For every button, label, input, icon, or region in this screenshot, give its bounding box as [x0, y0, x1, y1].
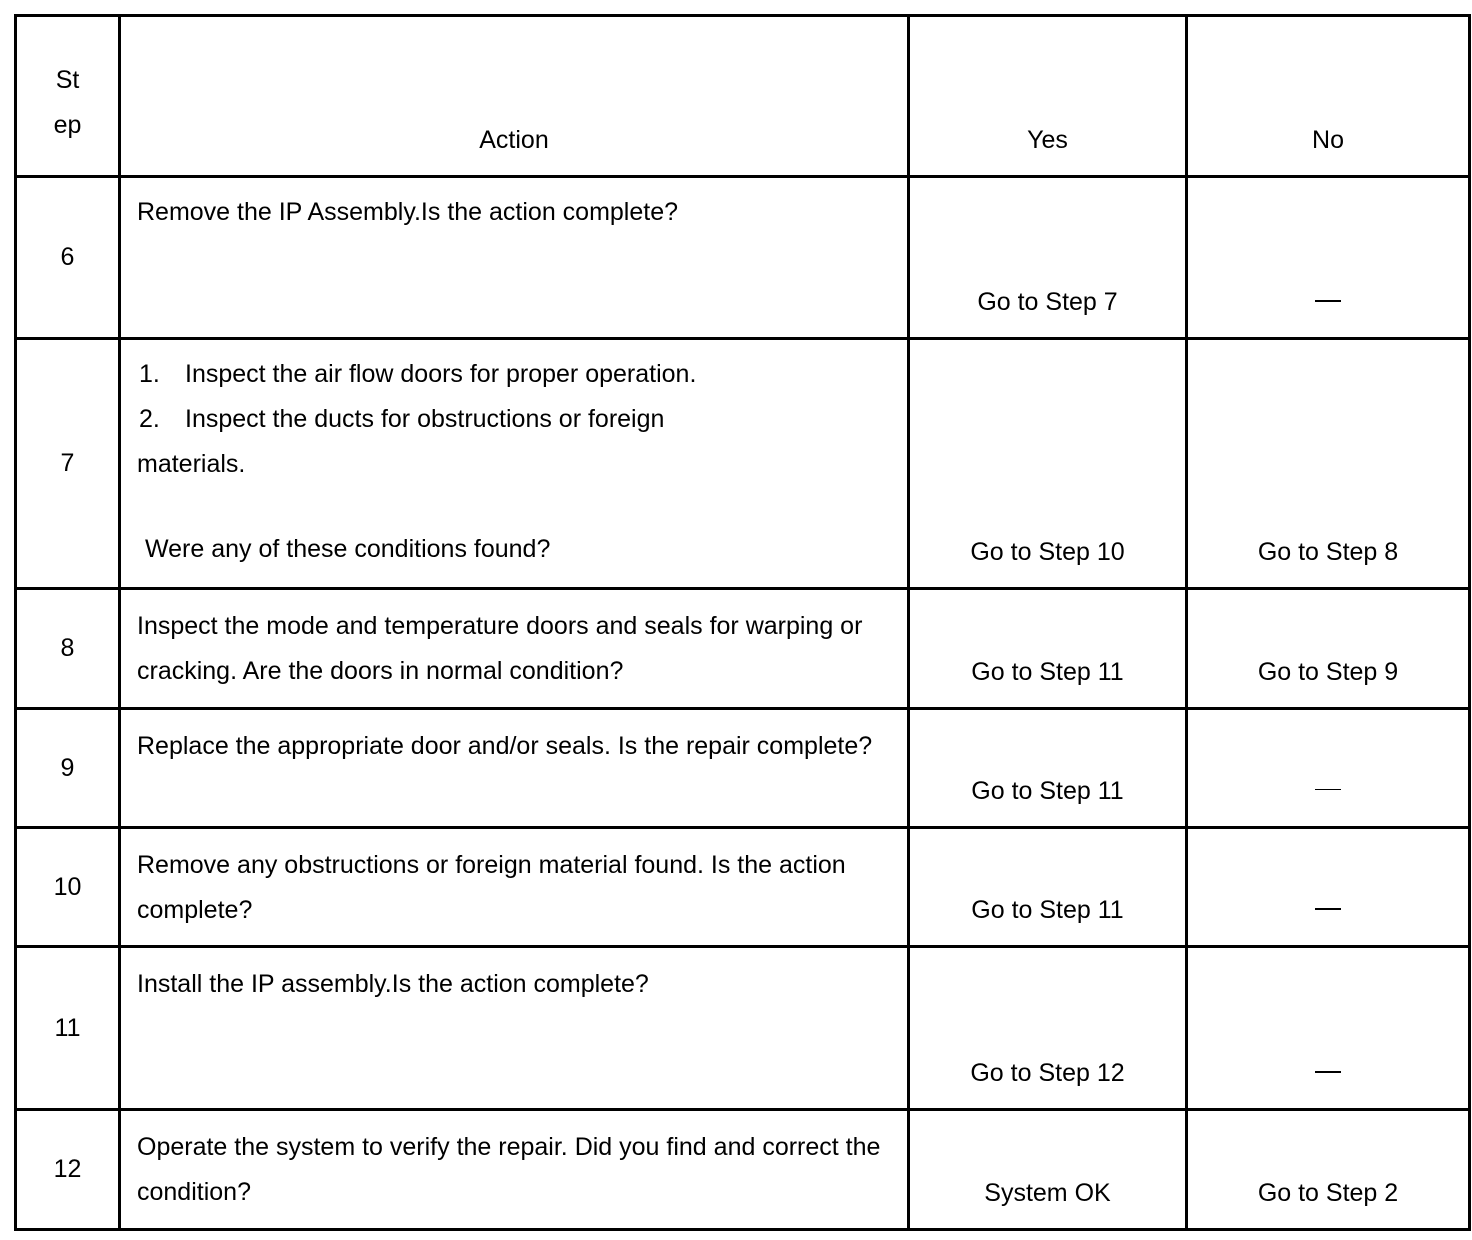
no-result — [1187, 589, 1470, 709]
action-description: Remove the IP Assembly.Is the action complete? — [137, 198, 679, 226]
action-text — [120, 828, 909, 947]
action-description: Replace the appropriate door and/or seals. Is the repair complete? — [137, 732, 873, 760]
step-header-line2: ep — [53, 111, 82, 139]
yes-header-label: Yes — [1027, 126, 1068, 154]
no-result — [1187, 339, 1470, 589]
action-description: Operate the system to verify the repair. Did you find and correct the condition? — [137, 1133, 881, 1206]
table-header-row — [16, 16, 1470, 177]
yes-result — [909, 589, 1187, 709]
no-result-dash — [1188, 280, 1468, 337]
no-result-text: Go to Step 9 — [1257, 658, 1399, 686]
step-number: 11 — [16, 947, 120, 1110]
step-column-header — [16, 16, 120, 177]
action-text — [120, 709, 909, 828]
step-number: 12 — [16, 1110, 120, 1230]
no-result-text: Go to Step 8 — [1257, 538, 1399, 566]
action-text — [120, 589, 909, 709]
yes-result-text: System OK — [984, 1179, 1111, 1207]
no-result — [1187, 709, 1470, 828]
no-result — [1187, 177, 1470, 339]
yes-result-text: Go to Step 11 — [971, 658, 1124, 686]
yes-result-text: Go to Step 10 — [970, 538, 1125, 566]
action-column-header — [120, 16, 909, 177]
step-number: 10 — [16, 828, 120, 947]
list-item — [137, 397, 737, 487]
list-item — [137, 352, 907, 397]
action-header-label: Action — [479, 126, 549, 154]
yes-result-text: Go to Step 11 — [971, 896, 1124, 924]
no-header-label: No — [1312, 126, 1344, 154]
action-description: Inspect the mode and temperature doors and seals for warping or cracking. Are the doors in normal condition? — [137, 612, 863, 685]
yes-column-header — [909, 16, 1187, 177]
yes-result — [909, 947, 1187, 1110]
list-number: 1. — [139, 360, 160, 388]
diagnostic-table — [14, 14, 1471, 1231]
table-row — [16, 177, 1470, 339]
table-row — [16, 709, 1470, 828]
action-description: Install the IP assembly.Is the action complete? — [137, 970, 649, 998]
yes-result — [909, 339, 1187, 589]
action-question: Were any of these conditions found? — [145, 535, 551, 563]
no-result — [1187, 1110, 1470, 1230]
no-result — [1187, 828, 1470, 947]
no-result-dash — [1188, 769, 1468, 826]
yes-result — [909, 709, 1187, 828]
yes-result — [909, 828, 1187, 947]
table-row — [16, 828, 1470, 947]
no-result-dash — [1188, 1051, 1468, 1108]
table-row — [16, 589, 1470, 709]
table-row — [16, 339, 1470, 589]
no-result-dash — [1188, 888, 1468, 945]
action-list — [137, 340, 907, 572]
action-text — [120, 1110, 909, 1230]
step-number: 6 — [16, 177, 120, 339]
yes-result-text: Go to Step 7 — [977, 288, 1118, 316]
action-text — [120, 947, 909, 1110]
step-header-line1: St — [55, 66, 80, 94]
action-text — [120, 339, 909, 589]
yes-result-text: Go to Step 12 — [970, 1059, 1125, 1087]
table-row — [16, 1110, 1470, 1230]
yes-result-text: Go to Step 11 — [971, 777, 1124, 805]
action-text — [120, 177, 909, 339]
list-number: 2. — [139, 405, 160, 433]
yes-result — [909, 1110, 1187, 1230]
step-number: 7 — [16, 339, 120, 589]
action-description: Remove any obstructions or foreign material found. Is the action complete? — [137, 851, 846, 924]
no-result — [1187, 947, 1470, 1110]
no-result-text: Go to Step 2 — [1257, 1179, 1399, 1207]
step-number: 8 — [16, 589, 120, 709]
step-number: 9 — [16, 709, 120, 828]
list-item-text: Inspect the ducts for obstructions or foreign materials. — [137, 405, 665, 478]
yes-result — [909, 177, 1187, 339]
list-item-text: Inspect the air flow doors for proper operation. — [185, 360, 697, 388]
table-row — [16, 947, 1470, 1110]
no-column-header — [1187, 16, 1470, 177]
